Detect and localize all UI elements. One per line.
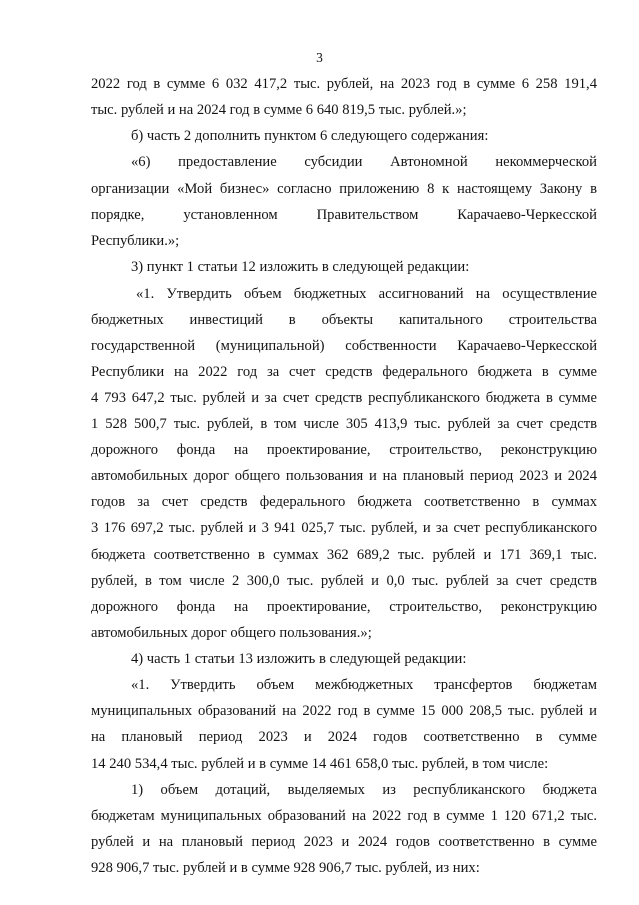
text-line: муниципальных образований на 2022 год в сумме 15 000 208,5 тыс. рублей и [91,703,597,719]
text-line: Республики.»; [91,233,180,249]
text-line: автомобильных дорог общего пользования и на плановый период 2023 и 2024 [91,468,597,484]
text-line: 1 528 500,7 тыс. рублей, в том числе 305 413,9 тыс. рублей за счет средств [91,416,597,432]
text-line: 928 906,7 тыс. рублей и в сумме 928 906,7 тыс. рублей, из них: [91,860,480,876]
text-line: «1. Утвердить объем бюджетных ассигнований на осуществление [136,286,597,302]
text-line: организации «Мой бизнес» согласно приложению 8 к настоящему Закону в [91,181,597,197]
text-line: 4) часть 1 статьи 13 изложить в следующей редакции: [131,651,467,667]
text-line: «6) предоставление субсидии Автономной некоммерческой [131,154,597,170]
text-line: государственной (муниципальной) собственности Карачаево-Черкесской [91,338,597,354]
text-line: бюджетам муниципальных образований на 2022 год в сумме 1 120 671,2 тыс. [91,808,597,824]
text-line: бюджета соответственно в суммах 362 689,2 тыс. рублей и 171 369,1 тыс. [91,547,597,563]
text-line: 3 176 697,2 тыс. рублей и 3 941 025,7 тыс. рублей, и за счет республиканского [91,520,597,536]
text-line: 1) объем дотаций, выделяемых из республиканского бюджета [131,782,597,798]
text-line: бюджетных инвестиций в объекты капитального строительства [91,312,597,328]
page-number: 3 [316,50,323,65]
text-line: 4 793 647,2 тыс. рублей и за счет средств республиканского бюджета в сумме [91,390,597,406]
text-line: дорожного фонда на проектирование, строительство, реконструкцию [91,442,597,458]
text-line: тыс. рублей и на 2024 год в сумме 6 640 819,5 тыс. рублей.»; [91,102,467,118]
text-line: на плановый период 2023 и 2024 годов соответственно в сумме [91,729,597,745]
text-line: автомобильных дорог общего пользования.»; [91,625,372,641]
text-line: 14 240 534,4 тыс. рублей и в сумме 14 461 658,0 тыс. рублей, в том числе: [91,756,549,772]
text-line: 2022 год в сумме 6 032 417,2 тыс. рублей, на 2023 год в сумме 6 258 191,4 [91,76,597,92]
text-line: «1. Утвердить объем межбюджетных трансфертов бюджетам [131,677,597,693]
text-line: дорожного фонда на проектирование, строительство, реконструкцию [91,599,597,615]
text-line: порядке, установленном Правительством Карачаево-Черкесской [91,207,597,223]
text-line: рублей и на плановый период 2023 и 2024 годов соответственно в сумме [91,834,597,850]
text-line: б) часть 2 дополнить пунктом 6 следующего содержания: [131,128,489,144]
text-line: годов за счет средств федерального бюджета соответственно в суммах [91,494,597,510]
text-line: Республики на 2022 год за счет средств федерального бюджета в сумме [91,364,597,380]
text-line: 3) пункт 1 статьи 12 изложить в следующей редакции: [131,259,470,275]
text-line: рублей, в том числе 2 300,0 тыс. рублей и 0,0 тыс. рублей за счет средств [91,573,597,589]
